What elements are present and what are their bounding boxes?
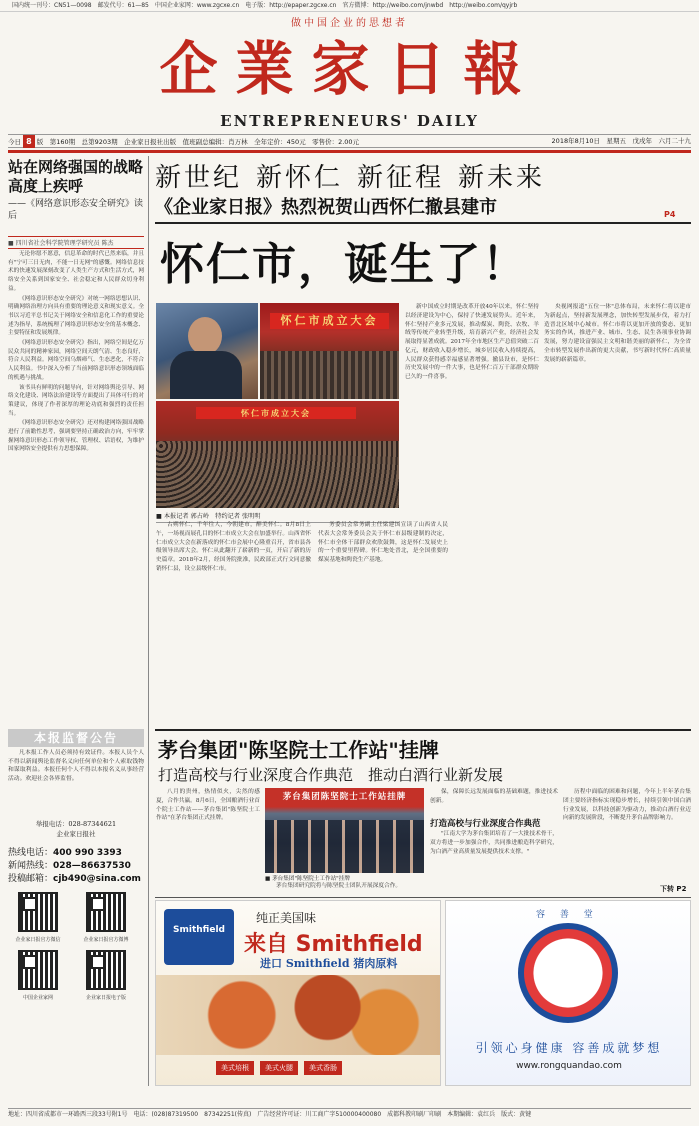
qr-label: 企业家日报官方微博 (83, 937, 129, 943)
notice-phone: 举报电话：028-87344621 (35, 820, 117, 828)
ad-product: 进口 Smithfield 猪肉原料 (260, 957, 398, 970)
qr-label: 企业家日报官方微信 (15, 937, 61, 943)
kicker-word: 新未来 (458, 163, 546, 193)
page-jump-p4[interactable]: P4 (664, 210, 676, 219)
maotai-photo-caption: ■ 茅台集团"陈坚院士工作站"挂牌 (265, 876, 350, 882)
maotai-subheadline: 打造高校与行业深度合作典范 推动白酒行业新发展 (158, 766, 504, 784)
ad-product-tags (216, 1061, 342, 1075)
issue-date: 2018年8月10日 星期五 戊戌年 六月二十九 (551, 137, 691, 145)
section-divider (155, 729, 691, 731)
kicker-word: 新世纪 (155, 163, 243, 193)
edition-text: 版 第160期 总第9203期 企业家日报社出版 值班副总编辑：肖万林 全年定价：450元 零售价：2.00元 (36, 138, 360, 146)
footer-bar: 地址：四川省成都市一环路西三段33号附1号 电话：(028)87319500 87342251(传真) 广告经营许可证：川工商广字510000400080 成都科教印刷厂印刷 本期编辑：袁红兵 版式：黄键 (8, 1108, 691, 1120)
notice-body: 凡本报工作人员必须持有效证件。本报人员个人不得以新闻舆论监督名义向任何单位和个人索取钱物和谋取利益。本报任何个人不得以本报名义从事经营活动。欢迎社会各界监督。 (8, 750, 144, 782)
lead-column-2: 务委员会常务副主任梁建国宣读了山西省人民代表大会常务委员会关于怀仁市县级建制的决定，怀仁市全体干部群众欢欣鼓舞，这是怀仁发展史上的一个重要里程碑。怀仁地处晋北，是全国重要的煤炭基地和陶瓷生产基地。 (318, 522, 448, 563)
lead-column-4: 央视网报道"五位一体"总体布局，未来怀仁将以建市为新起点，坚持新发展理念，加快转型发展步伐，着力打造晋北区域中心城市。怀仁市将以更加开放的姿态、更加务实的作风，推进产业、城市、生态、民生各项事业协调发展，努力建设富强民主文明和谐美丽的新怀仁，为全省全市转型发展作出新的更大贡献，书写新时代怀仁高质量发展的崭新篇章。 (544, 304, 691, 363)
maotai-subhead: 打造高校与行业深度合作典范 (430, 819, 541, 829)
rongshantang-ad[interactable] (445, 900, 691, 1086)
maotai-column-5: 历程中面临的困难和问题，今年上半年茅台集团主要经济指标实现稳步增长，持续引领中国白酒行业发展，以科技创新为驱动力，推动白酒行业迈向新的发展阶段，不断提升茅台品牌影响力。 (563, 789, 691, 822)
masthead-english: ENTREPRENEURS' DAILY (220, 112, 479, 130)
hotline-label: 热线电话： (8, 848, 54, 858)
qr-code-icon (18, 950, 58, 990)
food-image (156, 975, 441, 1055)
ad2-url[interactable]: www.rongquandao.com (516, 1061, 622, 1071)
ad2-brand: 容 善 堂 (536, 910, 599, 920)
product-tag: 美式香肠 (304, 1061, 342, 1075)
paragraph: 《网络意识形态安全研究》指出，网络空间是亿万民众共同的精神家园，网络空间天朗气清、生态良好，符合人民利益。网络空间乌烟瘴气、生态恶化，不符合人民利益。书中深入分析了当前网络意识形态领域面临的机遇与挑战。 (8, 340, 144, 381)
qr-label: 企业家日报电子版 (85, 995, 126, 1001)
heart-logo-icon (518, 923, 618, 1023)
hotline-block (8, 847, 144, 886)
lead-subheadline: 《企业家日报》热烈祝贺山西怀仁撤县建市 (155, 197, 497, 218)
maotai-photo (265, 788, 424, 873)
maotai-column-1: 八月的贵州，热情似火，尖然的感夏，合作共赢。8月6日，全国酿酒行业首个院士工作站——茅台集团"陈坚院士工作站"在茅台集团正式挂牌。 (156, 789, 260, 822)
top-info-bar: 国内统一刊号：CN51—0098 邮发代号：61—85 中国企业家网：www.zgcxe.cn 电子版：http://epaper.zgcxe.cn 官方微博：http://weibo.com/jnwbd http://weibo.com/qyjrb (0, 0, 699, 12)
maotai-banner: 茅台集团陈坚院士工作站挂牌 (282, 792, 407, 802)
ceremony-photo (260, 303, 399, 399)
email-label: 投稿邮箱： (8, 874, 54, 884)
ad2-slogan: 引领心身健康 容善成就梦想 (475, 1041, 663, 1055)
page-jump-p2[interactable]: 下转 P2 (660, 885, 687, 893)
email-address: cjb490@sina.com (53, 874, 141, 884)
ceremony-banner: 怀仁市成立大会 (270, 313, 389, 329)
section-divider (155, 222, 691, 224)
lead-headline: 怀仁市，诞生了！ (160, 239, 528, 290)
masthead-logo: 企業家日報 (159, 35, 540, 103)
edition-info (8, 135, 359, 147)
news-hotline-row (8, 860, 144, 873)
lead-column-1: 古朔怀仁，千年往人，今朝建市，醉美怀仁。8月8日上午，一场视而展孔目的怀仁市成立大会在加盛举行。山西省怀仁市成立大会在新落成的怀仁市会展中心隆重召开，省市县各级领导出席大会。怀仁从此翻开了崭新的一页，开启了新的历史篇章。2018年2月，经国务院批准，民政部正式行文同意撤销怀仁县，设立县级怀仁市。 (156, 522, 311, 572)
qr-code-icon (18, 892, 58, 932)
masthead-divider (8, 150, 691, 153)
section-divider (155, 897, 691, 898)
paragraph: 《网络意识形态安全研究》对统一网络思想认识、明确网络治理方向具有重要的理论意义和现实意义。全书以习近平总书记关于网络安全和信息化工作的重要论述为指导，系统梳理了网络意识形态安全的基本概念、主要特征和发展规律。 (8, 295, 144, 337)
page-count-badge: 8 (23, 135, 35, 148)
paragraph: 该书具有鲜明的问题导向，针对网络舆论引导、网络文化建设、网络法治建设等方面提出了具体可行的对策建议，体现了作者深厚的理论功底和强烈的责任担当。 (8, 384, 144, 417)
left-article-author: ■ 四川省社会科学院管理学研究员 陈杰 (8, 236, 144, 249)
portrait-photo (156, 303, 258, 399)
column-divider (148, 156, 149, 1086)
hotline-number: 400 990 3393 (53, 848, 122, 858)
assembly-banner: 怀仁市成立大会 (196, 407, 356, 419)
ad-tagline: 纯正美国味 (256, 911, 317, 925)
qr-code-icon (86, 950, 126, 990)
news-hotline-number: 028—86637530 (53, 861, 131, 871)
kicker-word: 新怀仁 (256, 163, 344, 193)
qr-code-icon (86, 892, 126, 932)
product-tag: 美式培根 (216, 1061, 254, 1075)
left-article-subtitle: ——《网络意识形态安全研究》读后 (8, 199, 144, 221)
left-article-title: 站在网络强国的战略高度上疾呼 (8, 158, 144, 195)
left-article-body (8, 250, 144, 722)
kicker-word: 新征程 (357, 163, 445, 193)
notice-company: 企业家日报社 (56, 830, 96, 838)
product-tag: 美式火腿 (260, 1061, 298, 1075)
qr-label: 中国企业家网 (22, 995, 53, 1001)
maotai-headline: 茅台集团"陈坚院士工作站"挂牌 (158, 738, 439, 762)
slogan: 做中国企业的思想者 (291, 18, 408, 29)
smithfield-logo: Smithfield (164, 909, 234, 965)
paragraph: 《网络意识形态安全研究》还对构建网络强国战略进行了前瞻性思考，强调要坚持正确政治方向，牢牢掌握网络意识形态工作领导权、管理权、话语权，为维护国家网络安全提供有力思想保障。 (8, 420, 144, 453)
paragraph: 无论你愿不愿意，信息革命的时代已然来临，并且有"宁可三日无肉，不能一日无网"的感慨。网络信息技术的快速发展深刻改变了人类生产方式和生活方式，网络安全关系到国家安全、社会稳定和人民群众切身利益。 (8, 251, 144, 292)
today-label: 今日 (8, 138, 21, 146)
lead-column-3: 新中国成立时期是改革开放40年以来，怀仁坚持以经济建设为中心，保持了快速发展势头。近年来，怀仁坚持产业多元发展，推动煤炭、陶瓷、农牧、羊绒等传统产业转型升级，培育新兴产业，经济社会发展取得显著成就。2017年全市地区生产总值突破二百亿元，财政收入稳步增长，城乡居民收入持续提高，人民群众获得感幸福感显著增强。撤县设市，是怀仁历史发展中的一件大事，也是怀仁百万干部群众期盼已久的一件喜事。 (405, 304, 539, 380)
maotai-column-4: "江南大学为茅台集团培育了一大批技术骨干，双方将进一步加强合作，共同推进酿造科学研究，为白酒产业高质量发展提供技术支撑。" (430, 831, 558, 855)
maotai-column-3: 保，保障长远发展面临的基础难题，推进技术创新。 (430, 789, 558, 804)
maotai-column-2: 茅台集团研究院将与陈坚院士团队开展深度合作。 (276, 883, 402, 889)
notice-title: 本报监督公告 (8, 729, 144, 747)
smithfield-ad[interactable] (155, 900, 441, 1086)
photo-caption: ■ 本报记者 郭占岭 特约记者 张明明 (156, 511, 399, 523)
assembly-photo (156, 401, 399, 508)
hotline-row (8, 847, 144, 860)
email-row (8, 873, 144, 886)
lead-kicker (155, 157, 675, 194)
edition-info-bar (8, 134, 691, 148)
news-hotline-label: 新闻热线： (8, 861, 54, 871)
ad-brand: 来自 Smithfield (244, 932, 423, 957)
